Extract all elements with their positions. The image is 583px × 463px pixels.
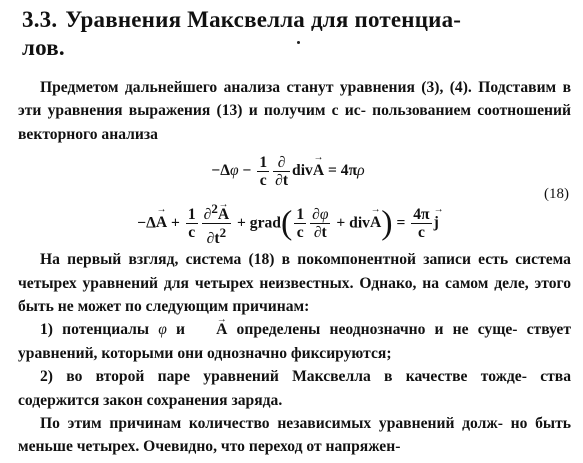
first-glance-line3: Однако, на самом деле, этого быть не может по следующим xyxy=(18,274,571,316)
plus-sign: + xyxy=(167,214,184,232)
section-number: 3.3. xyxy=(22,7,58,32)
intro-line2: Подставим в эти уравнения выражения (13) и получим с ис- xyxy=(18,79,571,120)
vector-j: → j xyxy=(434,214,439,232)
fraction-one-over-c: $\frac{1}{c}$ xyxy=(296,206,305,242)
paragraph-conclusion xyxy=(18,412,571,459)
intro-line1: Предметом дальнейшего анализа станут уравнения (3), (4). xyxy=(40,79,472,96)
rho-symbol: ρ xyxy=(357,162,365,180)
fraction-partial-phi: $\frac{\partial\varphi}{\partial t}$ xyxy=(312,206,329,242)
phi-symbol: φ xyxy=(230,162,239,180)
equals-sign: = xyxy=(392,214,410,232)
fraction-four-pi-over-c: $\frac{4\pi}{c}$ xyxy=(413,206,430,242)
phi-symbol: φ xyxy=(158,321,167,339)
laplacian-minus: −Δ xyxy=(137,214,156,232)
right-paren: ) xyxy=(381,204,393,242)
div-operator: div xyxy=(292,162,313,180)
vector-A: → A xyxy=(156,214,167,232)
conclusion-line1: По этим причинам количество независимых уравнений долж- xyxy=(40,415,503,433)
conclusion-line2: но быть меньше четырех. Очевидно, что переход от напряжен- xyxy=(18,415,571,456)
fraction-partial-t: $\frac{\partial}{\partial t}$ xyxy=(275,154,289,190)
vector-A: → A xyxy=(313,162,324,180)
paragraph-intro xyxy=(18,76,571,146)
paragraph-first-glance xyxy=(18,248,571,318)
fraction-one-over-c: $\frac{1}{c}$ xyxy=(187,206,196,242)
first-glance-line4: причинам: xyxy=(232,298,310,316)
first-glance-line2: есть система четырех уравнений для четырех неизвестных. xyxy=(18,251,571,292)
section-title-line2: лов. xyxy=(22,35,65,60)
rhs-four-pi: = 4π xyxy=(324,162,358,180)
vector-A: → A xyxy=(194,318,227,341)
intro-line3: пользованием соотношений векторного анализа xyxy=(18,102,571,143)
section-title xyxy=(22,6,571,62)
fraction-one-over-c: $\frac{1}{c}$ xyxy=(259,154,268,190)
stray-dot xyxy=(297,41,300,44)
list-item-2: 2) во второй паре уравнений Максвелла в качестве тожде- ства содержится закон сохранения заряда. xyxy=(18,368,571,409)
section-title-line1 xyxy=(22,6,571,34)
vector-A: → A xyxy=(370,214,381,232)
list-item-1: 1) потенциалы φ и → A определены неоднозначно и не суще- ствует уравнений, которыми они однозначно фиксируются; xyxy=(18,318,571,365)
laplacian-minus: −Δ xyxy=(211,162,231,180)
section-title-text: Уравнения Максвелла для потенциа- xyxy=(65,7,462,32)
equation-scalar-potential xyxy=(18,154,558,189)
grad-operator: grad xyxy=(249,214,281,232)
left-paren: ( xyxy=(280,204,293,242)
first-glance-line1: На первый взгляд, система (18) в покомпонентной записи xyxy=(40,251,471,269)
div-operator: div xyxy=(349,214,370,232)
minus-sign: − xyxy=(238,162,256,180)
equation-system xyxy=(18,148,571,246)
fraction-second-derivative: $\frac{\partial^2\to A}{\partial t^2}$ xyxy=(202,200,231,247)
equation-vector-potential: −Δ→ A + $\frac{1}{c}$ $\frac{\partial^2\to A}{\partial t^2}$ + grad( $\frac{1}{c}$ $\frac{\partial\varphi}{\partial t}$ + div→ A) = $\frac{4\pi}{c}$ → j xyxy=(18,200,558,247)
equation-number: (18) xyxy=(544,186,569,203)
